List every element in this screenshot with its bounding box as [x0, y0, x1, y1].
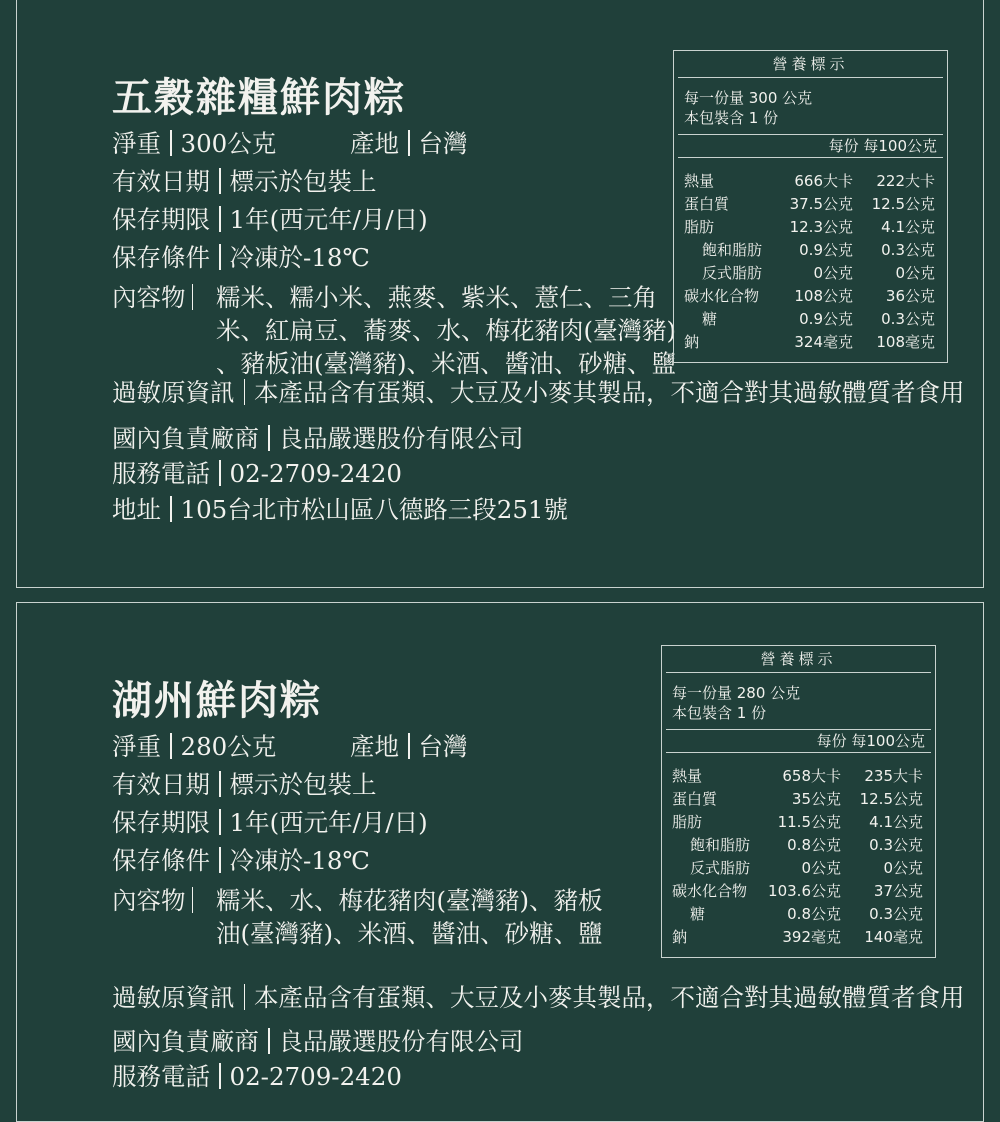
- nutrition-row: [674, 308, 947, 331]
- product-panel-2: [16, 602, 984, 1122]
- allergen-value: 本產品含有蛋類、大豆及小麥其製品，不適合對其過敏體質者食用: [254, 983, 965, 1012]
- nutrition-row: [674, 170, 947, 193]
- nutrient-name: 鈉: [672, 928, 688, 946]
- ingredients-label: 內容物: [112, 884, 202, 917]
- product-title: 湖州鮮肉粽: [112, 677, 322, 724]
- origin-field: [350, 731, 468, 763]
- phone-value: 02-2709-2420: [229, 459, 402, 488]
- storage-label: 保存條件: [112, 846, 210, 875]
- product-panel-1: [16, 0, 984, 588]
- phone-line: [112, 1061, 402, 1093]
- nutrition-row: [674, 285, 947, 308]
- maker-value: 良品嚴選股份有限公司: [278, 1027, 524, 1056]
- nutrient-name: 碳水化合物: [672, 882, 748, 900]
- phone-line: [112, 458, 402, 490]
- per-100g-value: 0公克: [895, 264, 935, 282]
- serving-size: 每一份量 280 公克: [672, 684, 801, 702]
- nutrition-row: [674, 262, 947, 285]
- per-100g-value: 222大卡: [876, 172, 935, 190]
- nutrition-row: [674, 239, 947, 262]
- nutrient-name: 蛋白質: [684, 195, 730, 213]
- per-100g-value: 0.3公克: [869, 836, 923, 854]
- product-title: 五穀雜糧鮮肉粽: [112, 74, 406, 121]
- nutrition-serving: [662, 673, 935, 729]
- per-100g-value: 108毫克: [876, 333, 935, 351]
- weight-value: 300公克: [180, 129, 277, 158]
- per-100g-value: 235大卡: [864, 767, 923, 785]
- ingredients-text: [216, 884, 603, 950]
- per-serving-value: 0公克: [813, 264, 853, 282]
- nutrient-name: 鈉: [684, 333, 700, 351]
- allergen-value: 本產品含有蛋類、大豆及小麥其製品，不適合對其過敏體質者食用: [254, 378, 965, 407]
- nutrition-header: 每份 每100公克: [678, 134, 943, 158]
- allergen-line: [112, 377, 965, 409]
- origin-label: 產地: [350, 732, 399, 761]
- allergen-line: [112, 982, 965, 1014]
- per-serving-value: 666大卡: [794, 172, 853, 190]
- weight-label: 淨重: [112, 732, 161, 761]
- per-100g-value: 12.5公克: [859, 790, 923, 808]
- expiry-line: [112, 166, 377, 198]
- weight-label: 淨重: [112, 129, 161, 158]
- ingredients-line: 糯米、糯小米、燕麥、紫米、薏仁、三角: [216, 283, 657, 312]
- storage-value: 冷凍於-18℃: [229, 243, 370, 272]
- nutrition-row: [662, 857, 935, 880]
- expiry-value: 標示於包裝上: [229, 167, 377, 196]
- per-100g-value: 0.3公克: [881, 310, 935, 328]
- nutrient-name: 反式脂肪: [702, 264, 763, 282]
- shelf-value: 1年(西元年/月/日): [229, 205, 428, 234]
- origin-field: [350, 128, 468, 160]
- per-100g-value: 0.3公克: [881, 241, 935, 259]
- nutrient-name: 反式脂肪: [690, 859, 751, 877]
- ingredients-line: 油(臺灣豬)、米酒、醬油、砂糖、鹽: [216, 919, 603, 948]
- nutrition-serving: [674, 78, 947, 134]
- expiry-label: 有效日期: [112, 770, 210, 799]
- per-serving-value: 37.5公克: [789, 195, 853, 213]
- per-100g-value: 140毫克: [864, 928, 923, 946]
- nutrition-rows: [674, 158, 947, 354]
- origin-label: 產地: [350, 129, 399, 158]
- per-100g-value: 0公克: [883, 859, 923, 877]
- per-serving-value: 35公克: [791, 790, 841, 808]
- nutrition-title: 營養標示: [678, 51, 943, 78]
- per-serving-value: 0.9公克: [799, 310, 853, 328]
- nutrient-name: 脂肪: [684, 218, 715, 236]
- shelf-line: [112, 807, 428, 839]
- shelf-value: 1年(西元年/月/日): [229, 808, 428, 837]
- serving-size: 每一份量 300 公克: [684, 89, 813, 107]
- nutrition-rows: [662, 753, 935, 949]
- per-100g-value: 4.1公克: [869, 813, 923, 831]
- ingredients-text: [216, 281, 676, 380]
- allergen-label: 過敏原資訊: [112, 983, 235, 1012]
- nutrition-row: [662, 880, 935, 903]
- expiry-label: 有效日期: [112, 167, 210, 196]
- per-serving-value: 392毫克: [782, 928, 841, 946]
- maker-label: 國內負責廠商: [112, 1027, 259, 1056]
- per-100g-value: 0.3公克: [869, 905, 923, 923]
- phone-label: 服務電話: [112, 1062, 210, 1091]
- per-serving-value: 12.3公克: [789, 218, 853, 236]
- nutrition-row: [662, 811, 935, 834]
- maker-label: 國內負責廠商: [112, 424, 259, 453]
- nutrition-table: [661, 645, 936, 958]
- per-serving-value: 658大卡: [782, 767, 841, 785]
- per-100g-value: 36公克: [885, 287, 935, 305]
- maker-line: [112, 1026, 524, 1058]
- servings-per-package: 本包裝含 1 份: [684, 109, 779, 127]
- weight-line: [112, 731, 468, 763]
- nutrient-name: 飽和脂肪: [690, 836, 751, 854]
- nutrition-header: 每份 每100公克: [666, 729, 931, 753]
- storage-value: 冷凍於-18℃: [229, 846, 370, 875]
- storage-label: 保存條件: [112, 243, 210, 272]
- per-100g-value: 37公克: [873, 882, 923, 900]
- nutrition-title: 營養標示: [666, 646, 931, 673]
- address-line: [112, 494, 568, 526]
- nutrition-row: [662, 788, 935, 811]
- nutrition-row: [674, 216, 947, 239]
- nutrition-row: [662, 834, 935, 857]
- nutrient-name: 蛋白質: [672, 790, 718, 808]
- per-100g-value: 12.5公克: [871, 195, 935, 213]
- nutrition-row: [674, 193, 947, 216]
- shelf-label: 保存期限: [112, 808, 210, 837]
- per-serving-value: 103.6公克: [768, 882, 841, 900]
- nutrient-name: 糖: [690, 905, 706, 923]
- nutrition-row: [674, 331, 947, 354]
- nutrition-table: [673, 50, 948, 363]
- per-serving-value: 324毫克: [794, 333, 853, 351]
- servings-per-package: 本包裝含 1 份: [672, 704, 767, 722]
- per-100g-value: 4.1公克: [881, 218, 935, 236]
- ingredients-label: 內容物: [112, 281, 202, 314]
- ingredients-line: 米、紅扁豆、蕎麥、水、梅花豬肉(臺灣豬): [216, 316, 677, 345]
- nutrient-name: 熱量: [672, 767, 703, 785]
- shelf-line: [112, 204, 428, 236]
- origin-value: 台灣: [418, 732, 468, 761]
- nutrient-name: 脂肪: [672, 813, 703, 831]
- shelf-label: 保存期限: [112, 205, 210, 234]
- ingredients-line: 、豬板油(臺灣豬)、米酒、醬油、砂糖、鹽: [216, 349, 677, 378]
- nutrient-name: 飽和脂肪: [702, 241, 763, 259]
- nutrition-row: [662, 765, 935, 788]
- phone-value: 02-2709-2420: [229, 1062, 402, 1091]
- maker-value: 良品嚴選股份有限公司: [278, 424, 524, 453]
- ingredients-line: 糯米、水、梅花豬肉(臺灣豬)、豬板: [216, 886, 603, 915]
- per-serving-value: 0.8公克: [787, 836, 841, 854]
- nutrition-row: [662, 926, 935, 949]
- address-value: 105台北市松山區八德路三段251號: [180, 495, 569, 524]
- nutrient-name: 碳水化合物: [684, 287, 760, 305]
- per-serving-value: 108公克: [794, 287, 853, 305]
- origin-value: 台灣: [418, 129, 468, 158]
- nutrient-name: 熱量: [684, 172, 715, 190]
- expiry-value: 標示於包裝上: [229, 770, 377, 799]
- per-serving-value: 0.9公克: [799, 241, 853, 259]
- maker-line: [112, 423, 524, 455]
- per-serving-value: 0公克: [801, 859, 841, 877]
- allergen-label: 過敏原資訊: [112, 378, 235, 407]
- nutrition-row: [662, 903, 935, 926]
- address-label: 地址: [112, 495, 161, 524]
- expiry-line: [112, 769, 377, 801]
- storage-line: [112, 845, 370, 877]
- storage-line: [112, 242, 370, 274]
- phone-label: 服務電話: [112, 459, 210, 488]
- weight-line: [112, 128, 468, 160]
- nutrient-name: 糖: [702, 310, 718, 328]
- per-serving-value: 11.5公克: [777, 813, 841, 831]
- weight-value: 280公克: [180, 732, 277, 761]
- per-serving-value: 0.8公克: [787, 905, 841, 923]
